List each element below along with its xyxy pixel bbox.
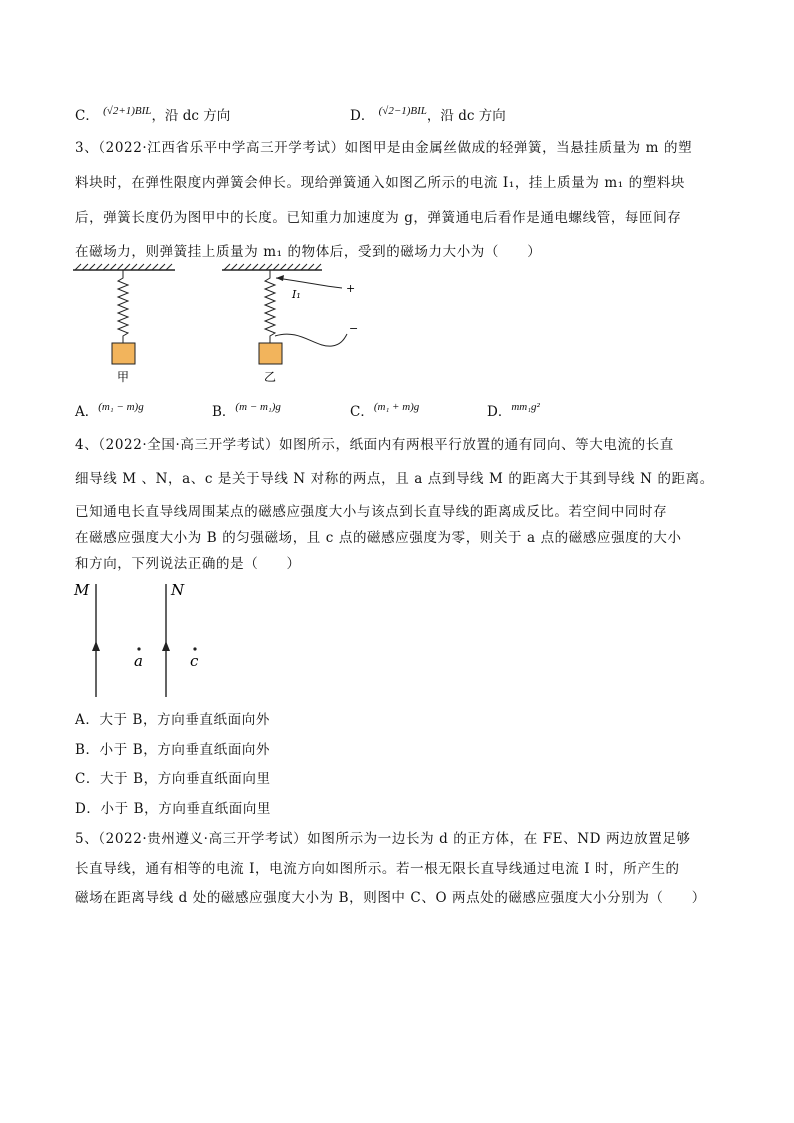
q4-text-line-5: 和方向，下列说法正确的是（ ） (75, 556, 301, 572)
q3-option-c[interactable]: C．$^{(m_1 + m)g}$ (350, 401, 420, 420)
wire-m-label: M (74, 581, 90, 599)
q3-text-line-1: 3、（2022·江西省乐平中学高三开学考试）如图甲是由金属丝做成的轻弹簧，当悬挂质量为 m 的塑 (75, 140, 693, 156)
q2-option-c[interactable]: C． $^{(√2+1)BIL}$，沿 dc 方向 (75, 105, 231, 124)
q3-option-b[interactable]: B．$^{(m - m_1)g}$ (212, 401, 281, 420)
label-jia: 甲 (117, 370, 130, 384)
q3-text-line-3: 后，弹簧长度仍为图甲中的长度。已知重力加速度为 g，弹簧通电后看作是通电螺线管，每匝间存 (75, 210, 682, 226)
hatch-jia (75, 264, 172, 270)
spring-jia (118, 270, 128, 343)
point-a-label: a (134, 652, 143, 670)
q3-option-d[interactable]: D．$^{mm_1g^2}$ (487, 401, 540, 420)
point-c-dot (193, 647, 196, 650)
q5-text-line-3: 磁场在距离导线 d 处的磁感应强度大小为 B，则图中 C、O 两点处的磁感应强度大小分别为（ ） (75, 890, 706, 906)
wire-m-arrow-icon (92, 641, 100, 651)
q4-option-d[interactable]: D．小于 B，方向垂直纸面向里 (75, 801, 272, 817)
q4-option-c[interactable]: C．大于 B，方向垂直纸面向里 (75, 771, 271, 787)
q4-text-line-2: 细导线 M 、N，a、c 是关于导线 N 对称的两点，且 a 点到导线 M 的距离大于其到导线 N 的距离。 (75, 471, 714, 487)
q4-option-a[interactable]: A．大于 B，方向垂直纸面向外 (75, 712, 270, 728)
plus-terminal: + (346, 282, 356, 295)
plastic-block-jia (112, 343, 135, 364)
q3-spring-figure (60, 262, 380, 387)
q4-text-line-1: 4、（2022·全国·高三开学考试）如图所示，纸面内有两根平行放置的通有同向、等大电流的长直 (75, 437, 674, 453)
lead-wire-minus (275, 334, 347, 346)
q2-option-d[interactable]: D． $^{(√2-1)BIL}$，沿 dc 方向 (350, 105, 506, 124)
minus-terminal: − (349, 322, 359, 335)
label-yi: 乙 (264, 370, 277, 384)
point-a-dot (137, 647, 140, 650)
lead-wire-plus (276, 278, 342, 288)
hatch-yi (224, 264, 321, 270)
plastic-block-yi (259, 343, 282, 364)
wire-n-arrow-icon (162, 641, 170, 651)
wire-n-label: N (171, 581, 185, 599)
q5-text-line-1: 5、（2022·贵州遵义·高三开学考试）如图所示为一边长为 d 的正方体，在 FE、ND 两边放置足够 (75, 831, 691, 847)
q4-option-b[interactable]: B．小于 B，方向垂直纸面向外 (75, 742, 271, 758)
q4-text-line-3: 已知通电长直导线周围某点的磁感应强度大小与该点到长直导线的距离成反比。若空间中同时存 (75, 504, 668, 520)
q4-text-line-4: 在磁感应强度大小为 B 的匀强磁场，且 c 点的磁感应强度为零，则关于 a 点的磁感应强度的大小 (75, 530, 682, 546)
point-c-label: c (190, 652, 199, 670)
q5-text-line-2: 长直导线，通有相等的电流 I，电流方向如图所示。若一根无限长直导线通过电流 I 时，所产生的 (75, 861, 680, 877)
current-arrow-icon (276, 275, 284, 281)
q3-text-line-4: 在磁场力，则弹簧挂上质量为 m₁ 的物体后，受到的磁场力大小为（ ） (75, 244, 542, 260)
q4-wires-figure (65, 578, 225, 703)
q3-option-a[interactable]: A．$^{(m_1 - m)g}$ (75, 401, 144, 420)
current-label: I₁ (292, 288, 301, 301)
q3-text-line-2: 料块时，在弹性限度内弹簧会伸长。现给弹簧通入如图乙所示的电流 I₁，挂上质量为 m₁ 的塑料块 (75, 175, 686, 191)
spring-yi (265, 270, 275, 343)
